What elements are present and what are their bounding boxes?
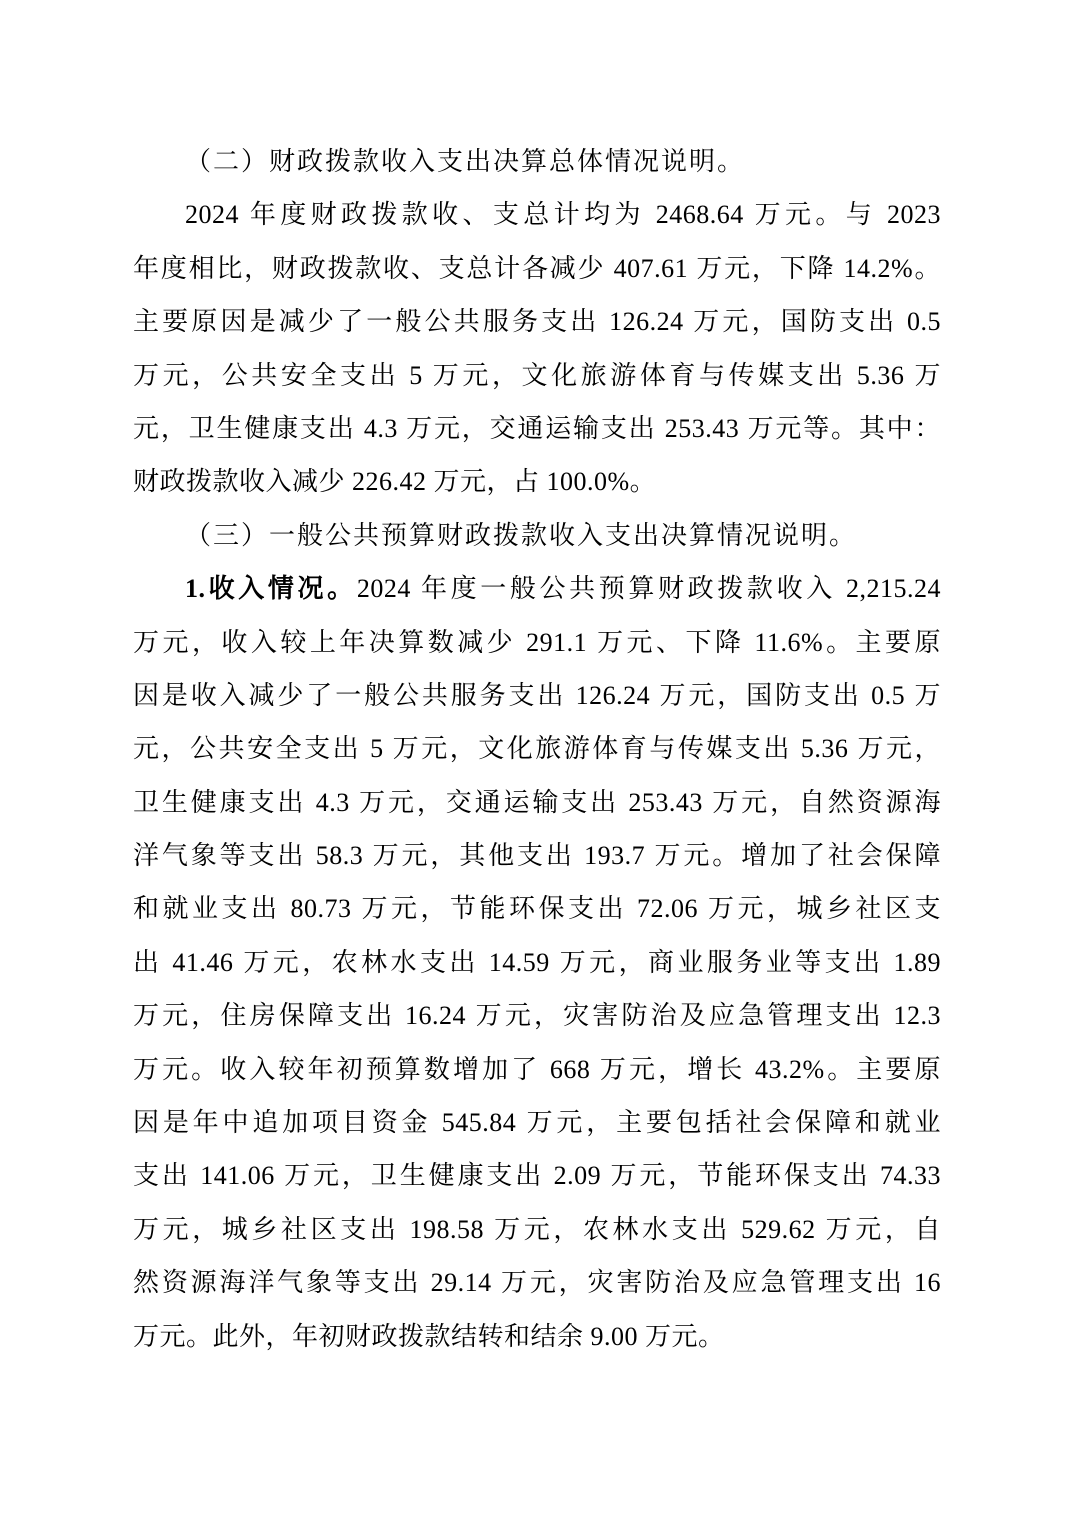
text-run: 主要原因是减少了一般公共服务支出 126.24 万元，国防支出 0.5 (133, 307, 941, 337)
body-text-line (133, 1256, 941, 1309)
text-run: 元，公共安全支出 5 万元，文化旅游体育与传媒支出 5.36 万元， (133, 734, 941, 764)
body-text-line (133, 402, 941, 455)
text-run: （三）一般公共预算财政拨款收入支出决算情况说明。 (185, 520, 858, 550)
text-run: 万元。收入较年初预算数增加了 668 万元，增长 43.2%。主要原 (133, 1054, 941, 1084)
body-text-line (133, 616, 941, 669)
text-run: 万元，收入较上年决算数减少 291.1 万元、下降 11.6%。主要原 (133, 627, 941, 657)
text-run: 然资源海洋气象等支出 29.14 万元，灾害防治及应急管理支出 16 (133, 1268, 941, 1298)
text-run: 支出 141.06 万元，卫生健康支出 2.09 万元，节能环保支出 74.33 (133, 1161, 941, 1191)
text-run: 因是收入减少了一般公共服务支出 126.24 万元，国防支出 0.5 万 (133, 680, 941, 710)
bold-text-run: 1.收入情况。 (185, 574, 357, 604)
text-run: 财政拨款收入减少 226.42 万元，占 100.0%。 (133, 467, 657, 497)
body-text-line (133, 349, 941, 402)
text-run: 万元，住房保障支出 16.24 万元，灾害防治及应急管理支出 12.3 (133, 1001, 941, 1031)
body-text-line (133, 1310, 941, 1363)
body-text-line (133, 829, 941, 882)
body-text-line (133, 1043, 941, 1096)
body-text-line (133, 936, 941, 989)
body-text-line (133, 669, 941, 722)
body-text-line (133, 722, 941, 775)
document-body (133, 135, 941, 1363)
section-heading-line (133, 509, 941, 562)
section-heading-line (133, 135, 941, 188)
text-run: 2024 年度一般公共预算财政拨款收入 2,215.24 (356, 574, 941, 604)
text-run: 年度相比，财政拨款收、支总计各减少 407.61 万元，下降 14.2%。 (133, 253, 941, 283)
text-run: 元，卫生健康支出 4.3 万元，交通运输支出 253.43 万元等。其中： (133, 413, 941, 443)
text-run: 卫生健康支出 4.3 万元，交通运输支出 253.43 万元，自然资源海 (133, 787, 941, 817)
text-run: 和就业支出 80.73 万元，节能环保支出 72.06 万元，城乡社区支 (133, 894, 941, 924)
body-text-line (133, 562, 941, 615)
body-text-line (133, 188, 941, 241)
body-text-line (133, 1149, 941, 1202)
text-run: 万元。此外，年初财政拨款结转和结余 9.00 万元。 (133, 1321, 725, 1351)
text-run: 因是年中追加项目资金 545.84 万元，主要包括社会保障和就业 (133, 1108, 941, 1138)
body-text-line (133, 455, 941, 508)
body-text-line (133, 882, 941, 935)
body-text-line (133, 989, 941, 1042)
body-text-line (133, 1203, 941, 1256)
body-text-line (133, 1096, 941, 1149)
body-text-line (133, 242, 941, 295)
text-run: 2024 年度财政拨款收、支总计均为 2468.64 万元。与 2023 (185, 200, 941, 230)
text-run: 出 41.46 万元，农林水支出 14.59 万元，商业服务业等支出 1.89 (133, 947, 941, 977)
text-run: 万元，城乡社区支出 198.58 万元，农林水支出 529.62 万元，自 (133, 1214, 941, 1244)
text-run: （二）财政拨款收入支出决算总体情况说明。 (185, 147, 746, 176)
text-run: 洋气象等支出 58.3 万元，其他支出 193.7 万元。增加了社会保障 (133, 841, 941, 871)
body-text-line (133, 295, 941, 348)
text-run: 万元，公共安全支出 5 万元，文化旅游体育与传媒支出 5.36 万 (133, 360, 941, 390)
body-text-line (133, 776, 941, 829)
